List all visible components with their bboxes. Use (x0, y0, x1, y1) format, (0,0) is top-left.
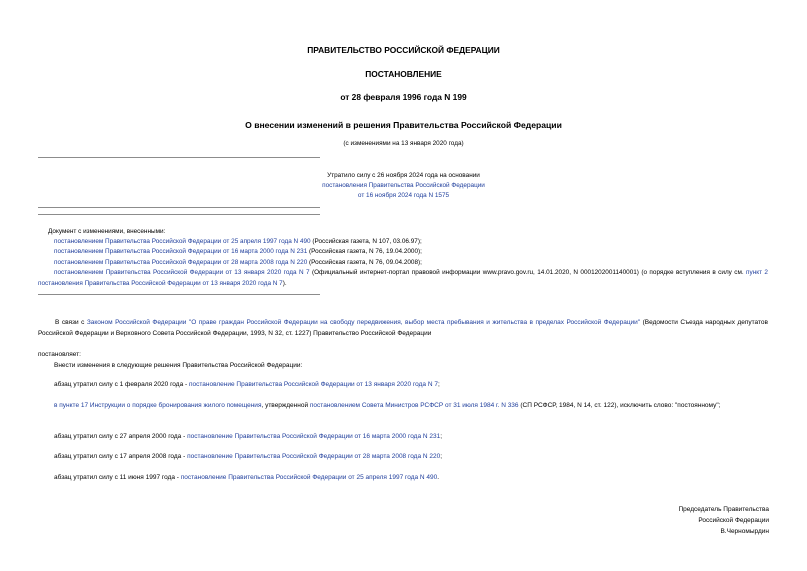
change-link[interactable]: постановлением Правительства Российской Федерации от 28 марта 2008 года N 220 (54, 259, 308, 266)
paragraph-intro: В связи с Законом Российской Федерации "О праве граждан Российской Федерации на свободу передвижения, выбор места пребывания и жительства в пределах Российской Федерации" (Ведомости Съезда народных депутатов Российской Федерации и Верховного Совета Российской Федерации, 1993, N 32, ст. 1227) Правительство Российской Федерации (38, 319, 768, 337)
document-title: О внесении изменений в решения Правительства Российской Федерации (245, 120, 562, 130)
law-link[interactable]: Законом Российской Федерации "О праве граждан Российской Федерации на свободу передвижения, выбор места пребывания и жительства в пределах Российской Федерации" (86, 319, 641, 326)
change-link[interactable]: постановлением Правительства Российской Федерации от 13 января 2020 года N 7 (54, 269, 310, 276)
signature-org: Российской Федерации (698, 517, 769, 524)
separator-line (38, 214, 320, 215)
paragraph-repealed: абзац утратил силу с 17 апреля 2008 года - постановление Правительства Российской Федерации от 28 марта 2008 года N 220; (54, 453, 443, 460)
paragraph-instruction: в пункте 17 Инструкции о порядке бронирования жилого помещения, утвержденной постановлением Совета Министров РСФСР от 31 июля 1984 г. N 336 (СП РСФСР, 1984, N 14, ст. 122), исключить слово: "постоянному"; (54, 402, 721, 409)
repeal-link-2[interactable]: от 16 ноября 2024 года N 1575 (357, 192, 450, 199)
change-item: постановлением Правительства Российской Федерации от 28 марта 2008 года N 220 (Российская газета, N 76, 09.04.2008); (54, 259, 422, 266)
separator-line (38, 157, 320, 158)
change-item-last: постановлением Правительства Российской Федерации от 13 января 2020 года N 7 (Официальный интернет-портал правовой информации www.pravo.gov.ru, 14.01.2020, N 0001202001140001) (о порядке вступления в силу см. пункт 2 постановления Правительства Российской Федерации от 13 января 2020 года N 7). (38, 269, 768, 287)
separator-line (38, 207, 320, 208)
repeal-note: Утратило силу с 26 ноября 2024 года на основании (327, 172, 480, 179)
paragraph-repealed: абзац утратил силу с 27 апреля 2000 года - постановление Правительства Российской Федерации от 16 марта 2000 года N 231; (54, 433, 443, 440)
paragraph-repealed: абзац утратил силу с 11 июня 1997 года - постановление Правительства Российской Федерации от 25 апреля 1997 года N 490. (54, 474, 440, 481)
paragraph-repealed: абзац утратил силу с 1 февраля 2020 года - постановление Правительства Российской Федерации от 13 января 2020 года N 7; (54, 381, 440, 388)
instruction-link[interactable]: в пункте 17 Инструкции о порядке бронирования жилого помещения (54, 402, 262, 409)
changes-intro: Документ с изменениями, внесенными: (48, 228, 166, 235)
decides-text: постановляет: (38, 351, 81, 358)
change-link[interactable]: постановлением Правительства Российской Федерации от 25 апреля 1997 года N 490 (54, 238, 311, 245)
date-number-heading: от 28 февраля 1996 года N 199 (340, 92, 467, 102)
doc-type-heading: ПОСТАНОВЛЕНИЕ (365, 69, 442, 79)
repeal-ref-link[interactable]: постановление Правительства Российской Федерации от 25 апреля 1997 года N 490 (180, 474, 438, 481)
repeal-ref-link[interactable]: постановление Правительства Российской Федерации от 16 марта 2000 года N 231 (187, 433, 441, 440)
edition-note: (с изменениями на 13 января 2020 года) (343, 140, 464, 147)
signature-name: В.Черномырдин (720, 528, 769, 535)
repeal-ref-link[interactable]: постановление Правительства Российской Федерации от 28 марта 2008 года N 220 (187, 453, 441, 460)
change-link[interactable]: постановлением Правительства Российской Федерации от 16 марта 2000 года N 231 (54, 248, 308, 255)
signature-title: Председатель Правительства (678, 506, 769, 513)
repeal-ref-link[interactable]: постановление Правительства Российской Федерации от 13 января 2020 года N 7 (188, 381, 438, 388)
paragraph-changes-intro: Внести изменения в следующие решения Правительства Российской Федерации: (54, 362, 303, 369)
change-item: постановлением Правительства Российской Федерации от 25 апреля 1997 года N 490 (Российская газета, N 107, 03.06.97); (54, 238, 422, 245)
government-heading: ПРАВИТЕЛЬСТВО РОССИЙСКОЙ ФЕДЕРАЦИИ (307, 45, 500, 55)
change-link[interactable]: пункт 2 постановления Правительства Российской Федерации от 13 января 2020 года N 7 (38, 269, 768, 287)
council-decree-link[interactable]: постановлением Совета Министров РСФСР от 31 июля 1984 г. N 336 (309, 402, 519, 409)
change-item: постановлением Правительства Российской Федерации от 16 марта 2000 года N 231 (Российская газета, N 76, 19.04.2000); (54, 248, 422, 255)
repeal-link-1[interactable]: постановления Правительства Российской Федерации (322, 182, 485, 189)
separator-line (38, 294, 320, 295)
